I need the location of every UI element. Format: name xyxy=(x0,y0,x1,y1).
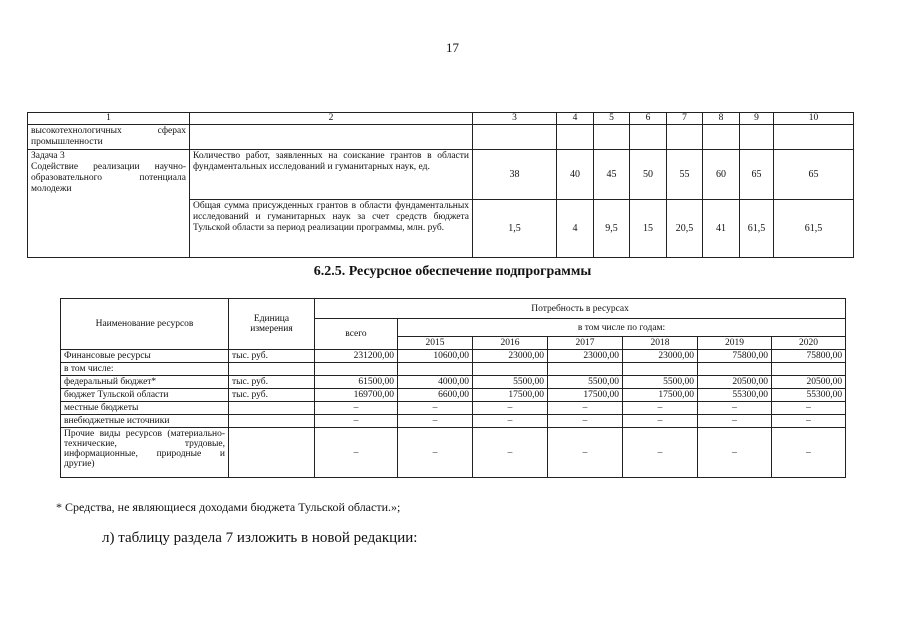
indicator-value: 61,5 xyxy=(740,200,774,258)
resource-value: – xyxy=(398,428,473,478)
table-row xyxy=(61,428,846,478)
resource-value: – xyxy=(548,428,623,478)
resource-value: – xyxy=(698,428,772,478)
continued-goal-cell: высокотехнологичных сферах промышленности xyxy=(28,125,190,150)
indicator-value: 40 xyxy=(557,150,594,200)
resource-value: – xyxy=(548,415,623,428)
year-header: 2017 xyxy=(548,337,623,350)
resource-total: 169700,00 xyxy=(315,389,398,402)
resource-value: – xyxy=(772,428,846,478)
resource-value: 5500,00 xyxy=(623,376,698,389)
indicators-table xyxy=(27,112,854,258)
indicators-header-cell: 1 xyxy=(28,113,190,125)
instruction-text: л) таблицу раздела 7 изложить в новой редакции: xyxy=(102,530,418,546)
resource-value: 20500,00 xyxy=(698,376,772,389)
resource-value: 55300,00 xyxy=(772,389,846,402)
resource-value xyxy=(473,363,548,376)
resource-total: – xyxy=(315,428,398,478)
indicator-value: 1,5 xyxy=(473,200,557,258)
year-header: 2020 xyxy=(772,337,846,350)
resource-value: – xyxy=(698,415,772,428)
indicators-header-cell: 4 xyxy=(557,113,594,125)
indicator-value: 45 xyxy=(594,150,630,200)
resource-value: – xyxy=(473,402,548,415)
page-number: 17 xyxy=(446,40,459,55)
resource-value xyxy=(698,363,772,376)
indicators-header-cell: 9 xyxy=(740,113,774,125)
resource-name: бюджет Тульской области xyxy=(61,389,229,402)
indicator-value: 41 xyxy=(703,200,740,258)
indicators-header-cell: 3 xyxy=(473,113,557,125)
indicator-value: 61,5 xyxy=(774,200,854,258)
indicator-value: 20,5 xyxy=(667,200,703,258)
task-text: Содействие реализации научно-образовательного потенциала молодежи xyxy=(31,162,186,194)
resource-unit: тыс. руб. xyxy=(229,376,315,389)
table-row xyxy=(61,415,846,428)
resource-value xyxy=(772,363,846,376)
col-total-header: всего xyxy=(315,319,398,350)
resource-value: – xyxy=(623,428,698,478)
indicator-value: 60 xyxy=(703,150,740,200)
resource-total: 61500,00 xyxy=(315,376,398,389)
table-row xyxy=(61,363,846,376)
resource-total: – xyxy=(315,402,398,415)
resource-unit: тыс. руб. xyxy=(229,389,315,402)
indicators-header-row xyxy=(28,113,854,125)
resource-unit xyxy=(229,415,315,428)
resource-value: 17500,00 xyxy=(548,389,623,402)
resource-value: 23000,00 xyxy=(548,350,623,363)
resource-name: в том числе: xyxy=(61,363,229,376)
col-need-header: Потребность в ресурсах xyxy=(315,299,846,319)
resource-unit xyxy=(229,428,315,478)
resource-value xyxy=(398,363,473,376)
indicator-value: 65 xyxy=(740,150,774,200)
indicator-value: 15 xyxy=(630,200,667,258)
year-header: 2018 xyxy=(623,337,698,350)
resource-value: – xyxy=(398,415,473,428)
resource-value: 23000,00 xyxy=(623,350,698,363)
indicators-header-cell: 6 xyxy=(630,113,667,125)
resource-value: 4000,00 xyxy=(398,376,473,389)
resource-name: внебюджетные источники xyxy=(61,415,229,428)
table-row xyxy=(61,350,846,363)
resource-value: 5500,00 xyxy=(548,376,623,389)
resource-total: 231200,00 xyxy=(315,350,398,363)
resources-table xyxy=(60,298,846,478)
resource-name: местные бюджеты xyxy=(61,402,229,415)
resource-value xyxy=(548,363,623,376)
resource-unit xyxy=(229,363,315,376)
indicator-value: 9,5 xyxy=(594,200,630,258)
task-cell xyxy=(28,150,190,258)
resource-value: 17500,00 xyxy=(473,389,548,402)
resource-value: 10600,00 xyxy=(398,350,473,363)
resource-value: – xyxy=(698,402,772,415)
table-row xyxy=(61,376,846,389)
indicators-header-cell: 8 xyxy=(703,113,740,125)
resource-value: 17500,00 xyxy=(623,389,698,402)
resource-unit: тыс. руб. xyxy=(229,350,315,363)
indicators-header-cell: 7 xyxy=(667,113,703,125)
section-heading: 6.2.5. Ресурсное обеспечение подпрограммы xyxy=(313,264,592,279)
footnote: * Средства, не являющиеся доходами бюджета Тульской области.»; xyxy=(56,500,401,514)
resource-value: – xyxy=(473,428,548,478)
resource-value xyxy=(623,363,698,376)
resource-value: – xyxy=(548,402,623,415)
col-years-header: в том числе по годам: xyxy=(398,319,846,337)
table-row xyxy=(61,402,846,415)
table-row xyxy=(28,150,854,200)
resource-name: Прочие виды ресурсов (материально-технические, трудовые, информационные, природные и другие) xyxy=(61,428,229,478)
resource-total: – xyxy=(315,415,398,428)
resource-value: 75800,00 xyxy=(772,350,846,363)
year-header: 2015 xyxy=(398,337,473,350)
indicators-header-cell: 10 xyxy=(774,113,854,125)
year-header: 2019 xyxy=(698,337,772,350)
indicators-header-cell: 5 xyxy=(594,113,630,125)
resource-value: 6600,00 xyxy=(398,389,473,402)
col-name-header: Наименование ресурсов xyxy=(61,299,229,350)
resource-total xyxy=(315,363,398,376)
resource-name: Финансовые ресурсы xyxy=(61,350,229,363)
indicator-value: 50 xyxy=(630,150,667,200)
task-title: Задача 3 xyxy=(31,151,65,161)
resource-value: 55300,00 xyxy=(698,389,772,402)
indicator-value: 55 xyxy=(667,150,703,200)
indicator-value: 65 xyxy=(774,150,854,200)
resource-name: федеральный бюджет* xyxy=(61,376,229,389)
resource-value: – xyxy=(623,402,698,415)
indicator-value: 38 xyxy=(473,150,557,200)
indicator-value: 4 xyxy=(557,200,594,258)
resource-value: – xyxy=(473,415,548,428)
resource-value: – xyxy=(398,402,473,415)
indicator-name: Количество работ, заявленных на соискание грантов в области фундаментальных исследований и гуманитарных наук, ед. xyxy=(190,150,473,200)
year-header: 2016 xyxy=(473,337,548,350)
col-unit-header: Единица измерения xyxy=(229,299,315,350)
resource-value: – xyxy=(623,415,698,428)
table-row xyxy=(28,125,854,150)
resource-value: – xyxy=(772,402,846,415)
resource-unit xyxy=(229,402,315,415)
resource-value: 75800,00 xyxy=(698,350,772,363)
table-row xyxy=(61,389,846,402)
indicators-header-cell: 2 xyxy=(190,113,473,125)
resource-value: – xyxy=(772,415,846,428)
resource-value: 20500,00 xyxy=(772,376,846,389)
indicator-name: Общая сумма присужденных грантов в области фундаментальных исследований и гуманитарных наук за счет средств бюджета Тульской области за период реализации программы, млн. руб. xyxy=(190,200,473,258)
resource-value: 5500,00 xyxy=(473,376,548,389)
resource-value: 23000,00 xyxy=(473,350,548,363)
